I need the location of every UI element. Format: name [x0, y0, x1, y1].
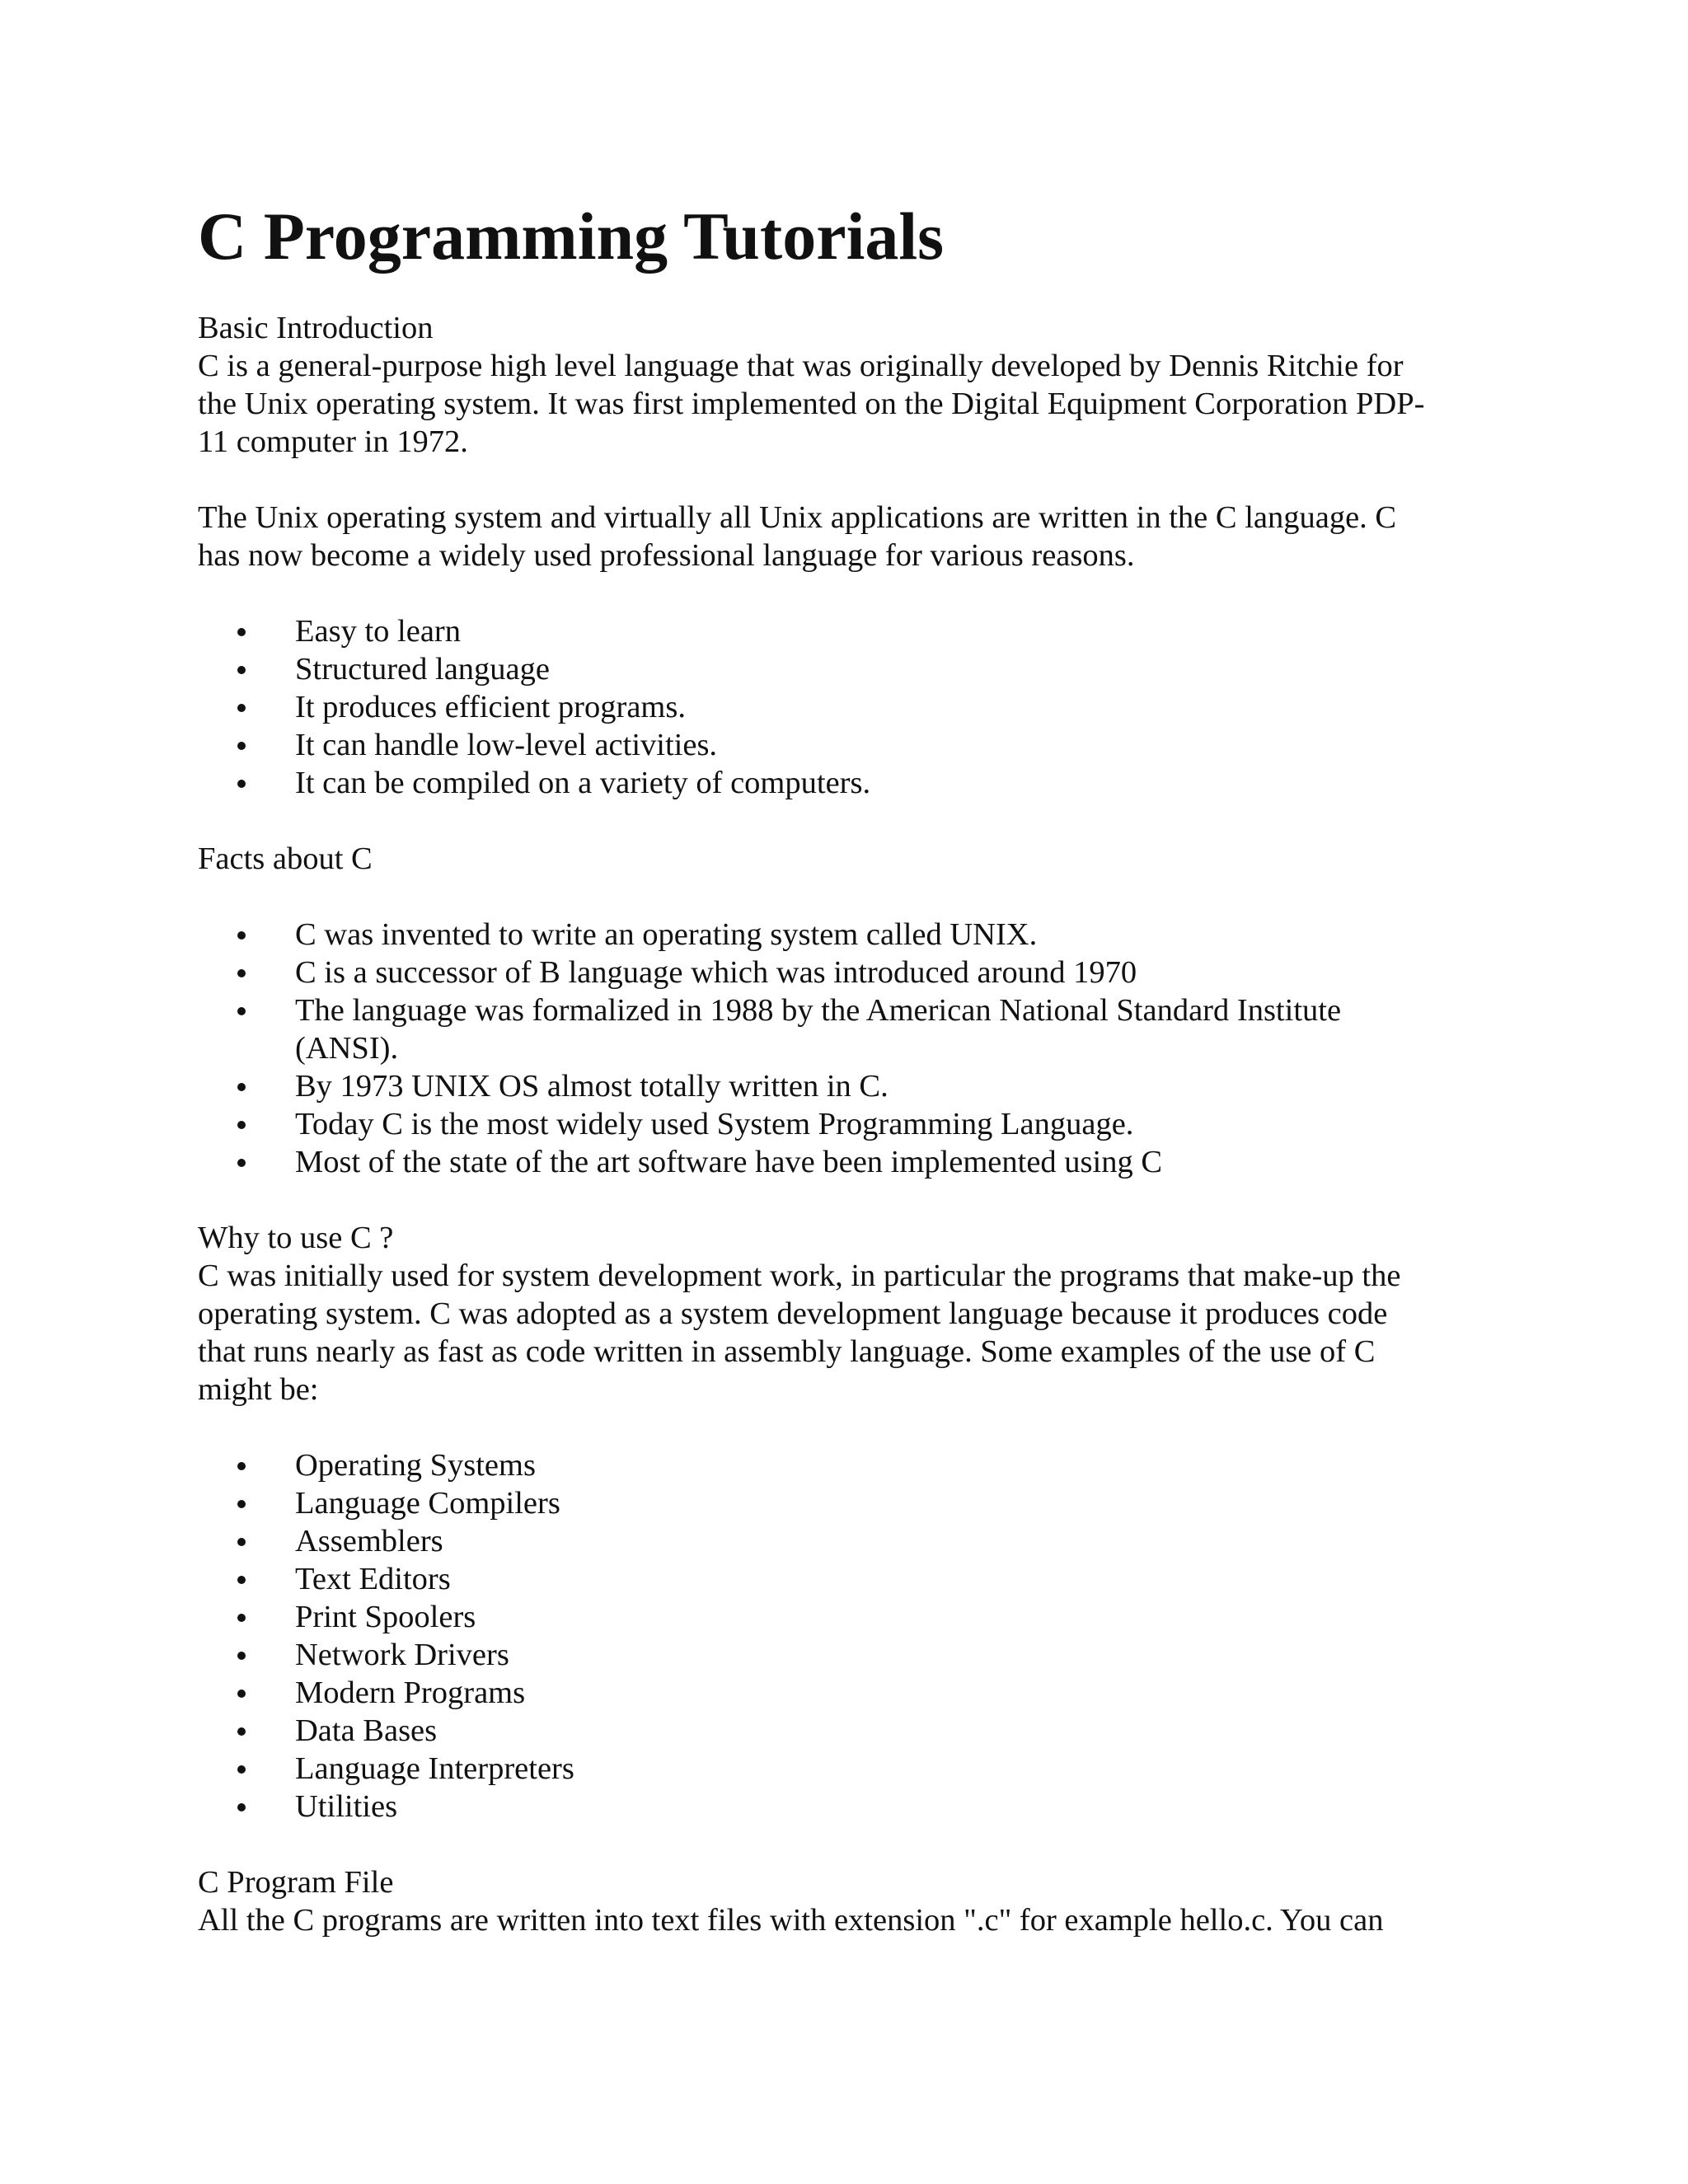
section-heading-why: Why to use C ? [198, 1221, 394, 1255]
list-item: C is a successor of B language which was introduced around 1970 [295, 954, 1484, 991]
intro-line: C is a general-purpose high level language that was originally developed by Dennis Ritchie for [198, 349, 1404, 383]
reasons-list [198, 612, 1484, 802]
list-item-text: The language was formalized in 1988 by the American National Standard Institute [295, 993, 1342, 1028]
page-title: C Programming Tutorials [198, 199, 945, 274]
why-line: that runs nearly as fast as code written in assembly language. Some examples of the use of C [198, 1334, 1376, 1369]
list-item: Operating Systems [295, 1446, 1484, 1484]
intro-line: the Unix operating system. It was first implemented on the Digital Equipment Corporation PDP- [198, 387, 1425, 421]
section-heading-facts: Facts about C [198, 841, 373, 876]
list-item: By 1973 UNIX OS almost totally written in C. [295, 1067, 1484, 1105]
program-file-line: All the C programs are written into text files with extension ".c" for example hello.c. You can [198, 1903, 1384, 1938]
facts-list [198, 916, 1484, 1181]
unix-paragraph-line: has now become a widely used professional language for various reasons. [198, 538, 1135, 573]
list-item: Most of the state of the art software have been implemented using C [295, 1143, 1484, 1181]
uses-list [198, 1446, 1484, 1825]
unix-paragraph-line: The Unix operating system and virtually all Unix applications are written in the C language. C [198, 500, 1397, 535]
why-line: might be: [198, 1372, 319, 1407]
list-item: Modern Programs [295, 1674, 1484, 1712]
list-item: Data Bases [295, 1712, 1484, 1750]
list-item-continuation: (ANSI). [295, 1031, 399, 1066]
list-item: Text Editors [295, 1560, 1484, 1598]
section-heading-program-file: C Program File [198, 1865, 394, 1900]
list-item: Easy to learn [295, 612, 1484, 650]
why-line: operating system. C was adopted as a system development language because it produces code [198, 1296, 1388, 1331]
intro-line: 11 computer in 1972. [198, 424, 468, 459]
list-item: Language Compilers [295, 1484, 1484, 1522]
list-item: Print Spoolers [295, 1598, 1484, 1636]
document-body [198, 309, 1484, 1939]
list-item: Structured language [295, 650, 1484, 688]
list-item: Assemblers [295, 1522, 1484, 1560]
list-item: C was invented to write an operating system called UNIX. [295, 916, 1484, 954]
list-item: Network Drivers [295, 1636, 1484, 1674]
list-item: Utilities [295, 1788, 1484, 1825]
list-item: Language Interpreters [295, 1750, 1484, 1788]
list-item: It produces efficient programs. [295, 688, 1484, 726]
why-line: C was initially used for system development work, in particular the programs that make-up the [198, 1258, 1401, 1293]
list-item: It can handle low-level activities. [295, 726, 1484, 764]
list-item: Today C is the most widely used System Programming Language. [295, 1105, 1484, 1143]
list-item: It can be compiled on a variety of computers. [295, 764, 1484, 802]
list-item [295, 991, 1484, 1067]
section-heading-intro: Basic Introduction [198, 311, 434, 345]
